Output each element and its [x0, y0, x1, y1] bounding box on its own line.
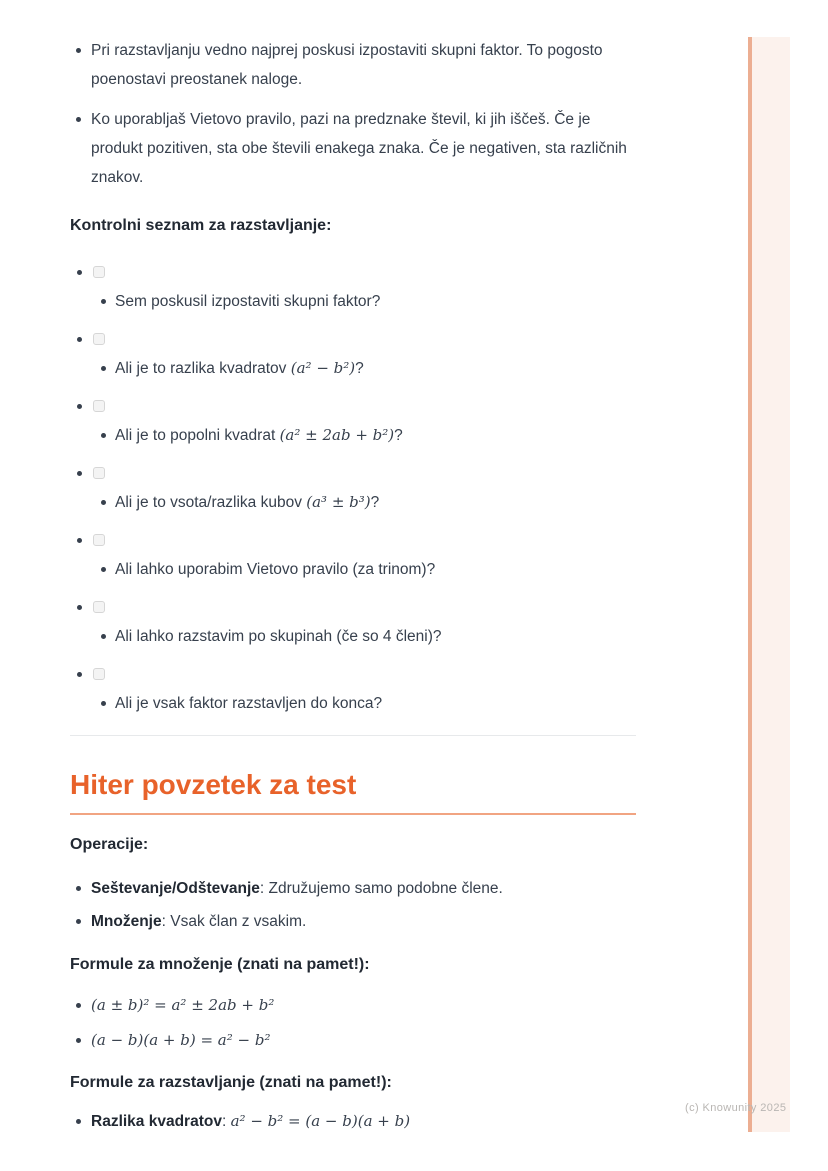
- checklist-question: [70, 354, 636, 383]
- bullet-icon: [77, 605, 82, 610]
- bullet-icon: [101, 500, 106, 505]
- checkbox-row: [70, 668, 636, 680]
- document-content: [70, 0, 636, 1136]
- bullet-icon: [101, 567, 106, 572]
- bullet-icon: [101, 299, 106, 304]
- bullet-icon: [76, 886, 81, 891]
- multiplication-formulas-title: Formule za množenje (znati na pamet!):: [70, 956, 370, 973]
- list-item-text: Množenje: Vsak član z vsakim.: [91, 913, 307, 930]
- list-item: [70, 105, 636, 192]
- watermark: (c) Knowunity 2025: [685, 1102, 787, 1114]
- checklist-question: [70, 421, 636, 450]
- bullet-icon: [77, 404, 82, 409]
- checkbox-row: [70, 266, 636, 278]
- bullet-icon: [76, 1119, 81, 1124]
- checklist-item: [70, 333, 636, 383]
- checkbox[interactable]: [93, 668, 105, 680]
- question-text: Ali je to vsota/razlika kubov (a³ ± b³)?: [115, 493, 380, 511]
- list-item: [70, 1025, 636, 1056]
- operations-list: [70, 874, 636, 936]
- multiplication-formulas-list: [70, 990, 636, 1056]
- decorative-side-band-line: [748, 37, 752, 1132]
- bullet-icon: [76, 919, 81, 924]
- checklist-question: [70, 287, 636, 316]
- list-item-text: Razlika kvadratov: a² − b² = (a − b)(a + b): [91, 1112, 411, 1130]
- operations-title: Operacije:: [70, 836, 149, 853]
- checklist-title: Kontrolni seznam za razstavljanje:: [70, 217, 332, 234]
- checklist-item: [70, 534, 636, 584]
- section-divider: [70, 735, 636, 736]
- checkbox[interactable]: [93, 467, 105, 479]
- list-item: [70, 990, 636, 1021]
- math-expression: a² − b² = (a − b)(a + b): [230, 1112, 411, 1130]
- checklist-item: [70, 467, 636, 517]
- question-text: Ali je vsak faktor razstavljen do konca?: [115, 695, 383, 712]
- bullet-icon: [77, 337, 82, 342]
- checklist-question: [70, 689, 636, 718]
- checklist: [70, 266, 636, 718]
- intro-list: [70, 36, 636, 192]
- checklist-item: [70, 601, 636, 651]
- bullet-icon: [77, 672, 82, 677]
- list-item-text: Pri razstavljanju vedno najprej poskusi izpostaviti skupni faktor. To pogosto poenostavi preostanek naloge.: [91, 42, 603, 88]
- checkbox[interactable]: [93, 400, 105, 412]
- bullet-icon: [101, 366, 106, 371]
- question-text: Ali lahko razstavim po skupinah (če so 4 členi)?: [115, 628, 442, 645]
- list-item: [70, 1107, 636, 1136]
- bullet-icon: [76, 1038, 81, 1043]
- bullet-icon: [101, 701, 106, 706]
- checklist-question: [70, 622, 636, 651]
- math-expression: (a² − b²): [290, 359, 356, 377]
- checklist-question: [70, 488, 636, 517]
- summary-heading: Hiter povzetek za test: [70, 767, 636, 815]
- factoring-formulas-title: Formule za razstavljanje (znati na pamet!):: [70, 1074, 392, 1091]
- checklist-item: [70, 266, 636, 316]
- checklist-item: [70, 400, 636, 450]
- bullet-icon: [101, 634, 106, 639]
- checklist-item: [70, 668, 636, 718]
- checkbox[interactable]: [93, 266, 105, 278]
- math-expression: (a ± b)² = a² ± 2ab + b²: [91, 996, 275, 1014]
- checklist-question: [70, 555, 636, 584]
- checkbox-row: [70, 333, 636, 345]
- list-item: [70, 36, 636, 94]
- question-text: Ali lahko uporabim Vietovo pravilo (za trinom)?: [115, 561, 436, 578]
- bullet-icon: [77, 471, 82, 476]
- checkbox[interactable]: [93, 534, 105, 546]
- checkbox[interactable]: [93, 333, 105, 345]
- question-text: Sem poskusil izpostaviti skupni faktor?: [115, 293, 381, 310]
- bullet-icon: [77, 538, 82, 543]
- bullet-icon: [76, 117, 81, 122]
- list-item: [70, 874, 636, 903]
- checkbox-row: [70, 601, 636, 613]
- checkbox[interactable]: [93, 601, 105, 613]
- decorative-side-band: [752, 37, 790, 1132]
- list-item-text: Ko uporabljaš Vietovo pravilo, pazi na predznake števil, ki jih iščeš. Če je produkt pozitiven, sta obe števili enakega znaka. Če je negativen, sta različnih znakov.: [91, 111, 627, 186]
- bullet-icon: [101, 433, 106, 438]
- checkbox-row: [70, 400, 636, 412]
- question-text: Ali je to razlika kvadratov (a² − b²)?: [115, 359, 364, 377]
- checkbox-row: [70, 534, 636, 546]
- bullet-icon: [77, 270, 82, 275]
- math-expression: (a − b)(a + b) = a² − b²: [91, 1031, 271, 1049]
- list-item: [70, 907, 636, 936]
- bullet-icon: [76, 1003, 81, 1008]
- factoring-formulas-list: [70, 1107, 636, 1136]
- checkbox-row: [70, 467, 636, 479]
- question-text: Ali je to popolni kvadrat (a² ± 2ab + b²)?: [115, 426, 403, 444]
- bullet-icon: [76, 48, 81, 53]
- list-item-text: Seštevanje/Odštevanje: Združujemo samo podobne člene.: [91, 880, 503, 897]
- math-expression: (a² ± 2ab + b²): [279, 426, 395, 444]
- math-expression: (a³ ± b³): [306, 493, 371, 511]
